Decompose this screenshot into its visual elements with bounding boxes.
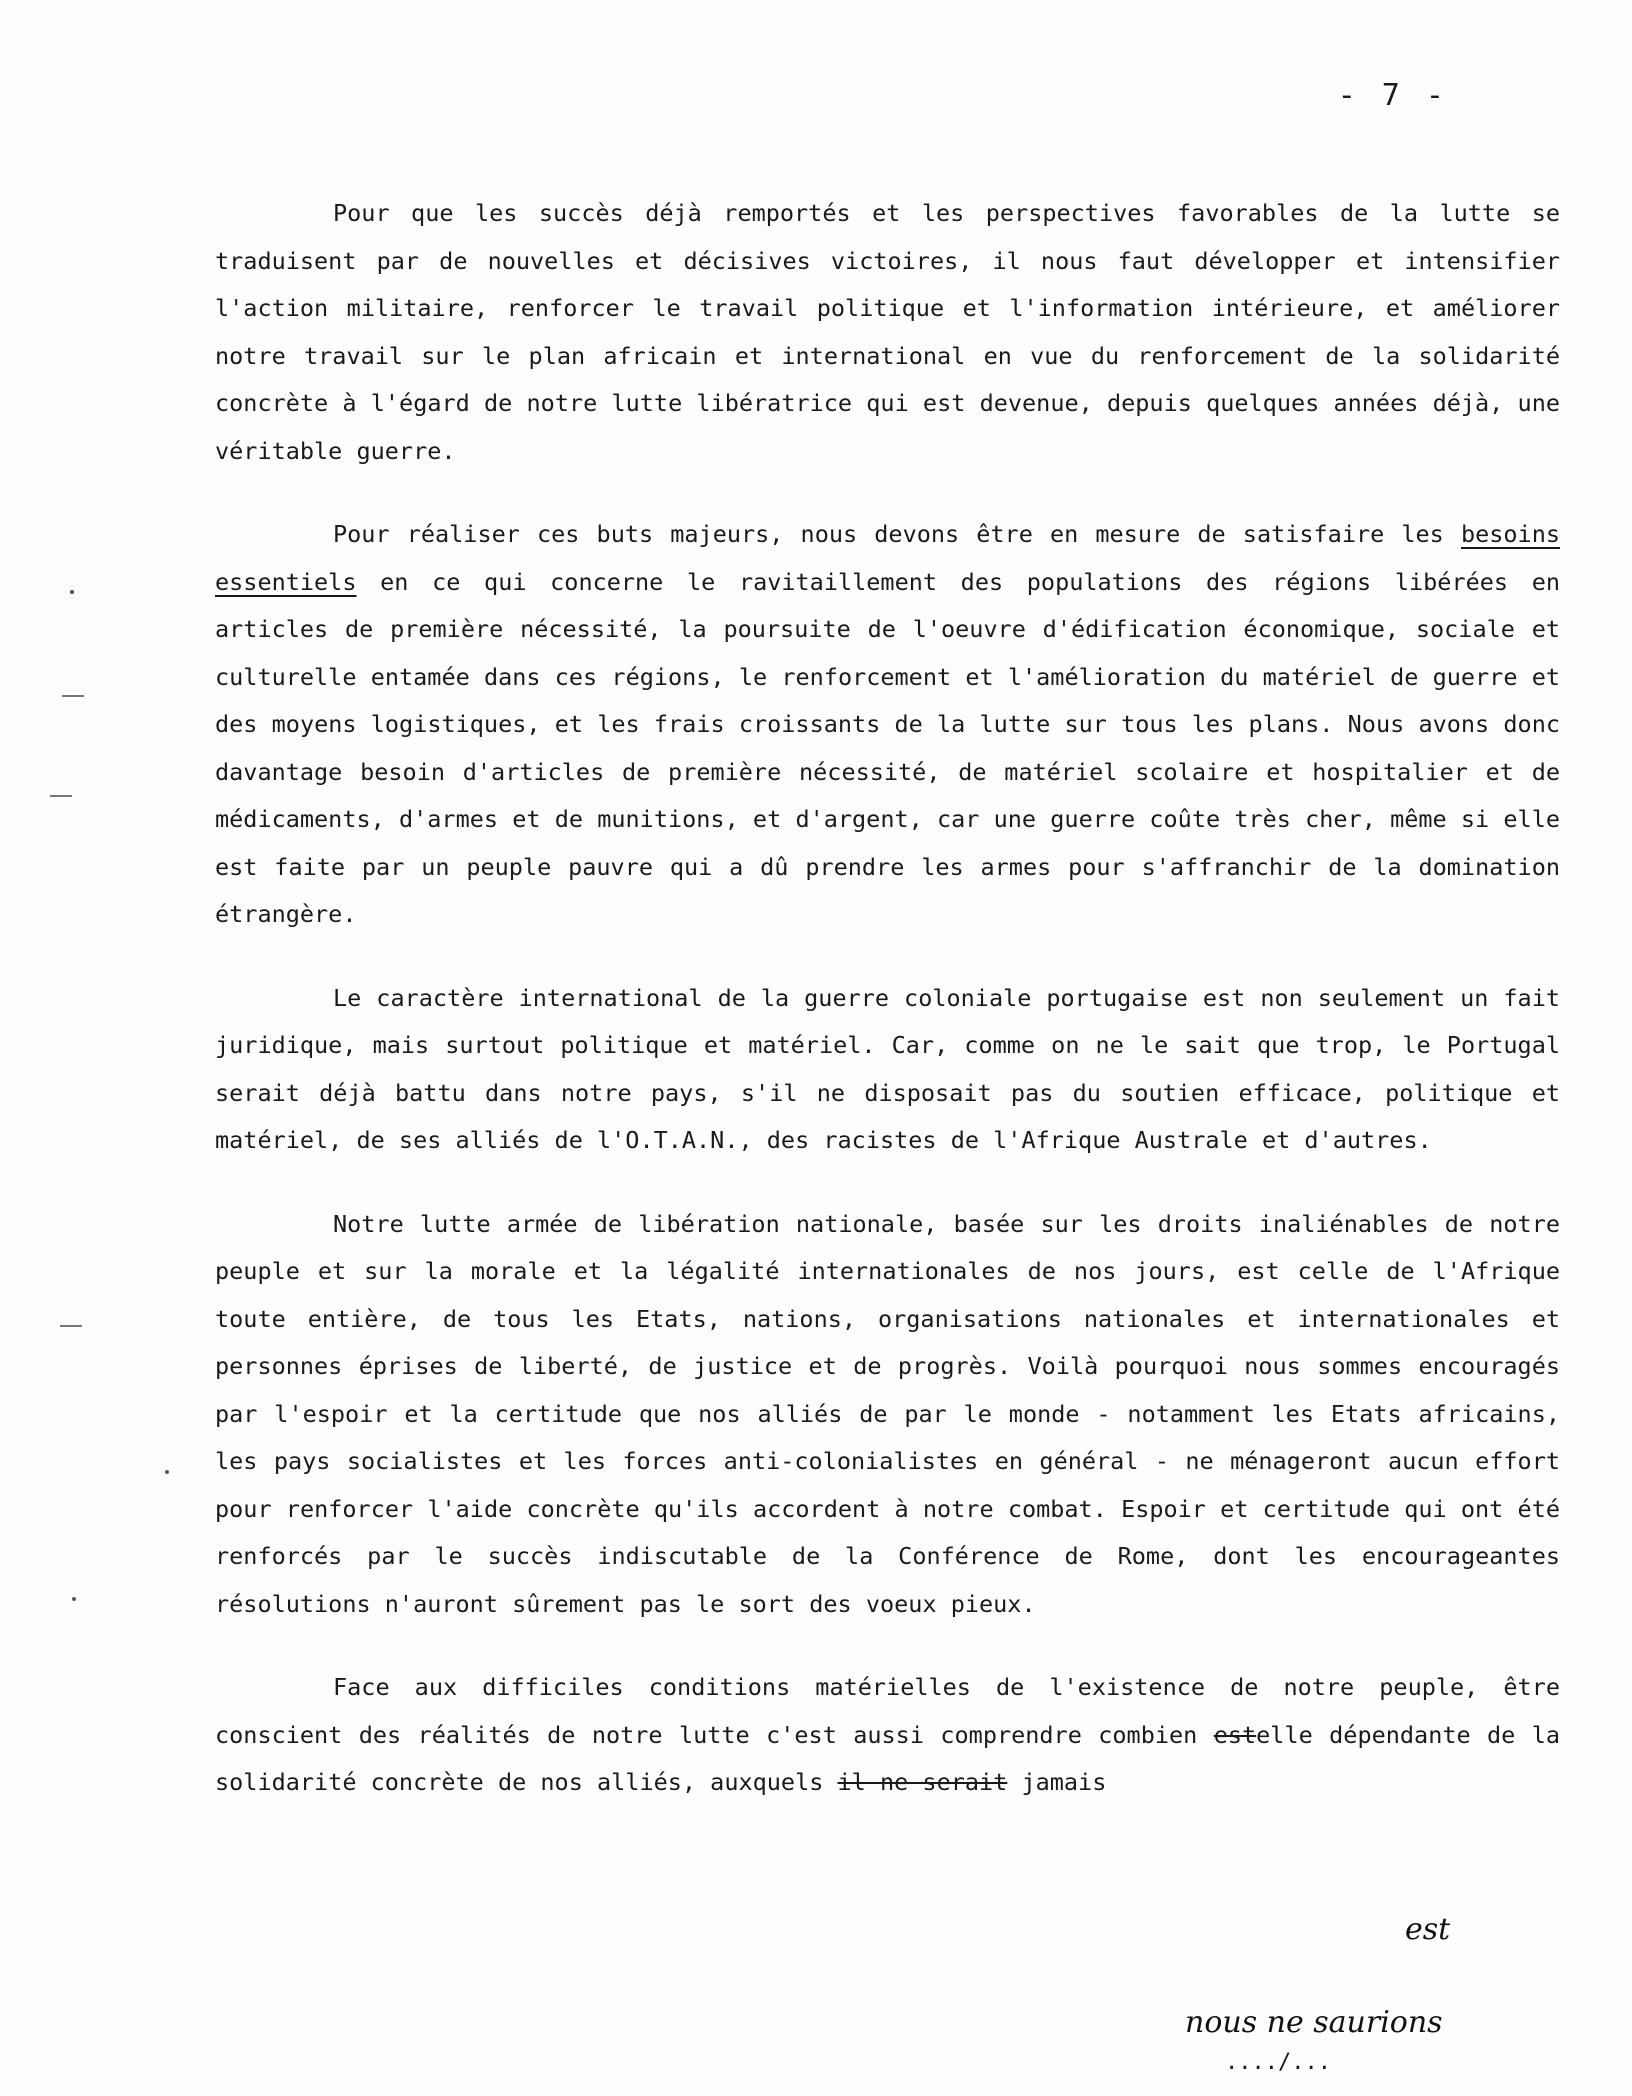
- margin-mark: [60, 1325, 82, 1327]
- paragraph-text-part3: dépendante de la solidarité concrète de nos alliés, auxquels: [215, 1720, 1561, 1796]
- paragraph-text-part4: jamais: [1021, 1768, 1107, 1796]
- paragraph-text-part2: elle: [1256, 1720, 1313, 1749]
- handwritten-insert-est: est: [1405, 1912, 1451, 1947]
- handwritten-insert-nous: nous ne saurions: [1185, 2005, 1443, 2040]
- page-number: - 7 -: [1337, 78, 1448, 113]
- struck-word: est: [1213, 1720, 1257, 1749]
- paragraph-4: [215, 1201, 1560, 1629]
- underlined-phrase: besoins essentiels: [215, 520, 1561, 596]
- paragraph-text-part1: Face aux difficiles conditions matérielles de l'existence de notre peuple, être conscient des réalités de notre lutte c'est aussi comprendre combien: [215, 1673, 1560, 1749]
- paragraph-2: [215, 511, 1560, 939]
- paragraph-text: Notre lutte armée de libération nationale, basée sur les droits inaliénables de notre peuple et sur la morale et la légalité internationales de nos jours, est celle de l'Afrique toute entière, de tous les Etats, nations, organisations nationales et internationales et personnes éprises de liberté, de justice et de progrès. Voilà pourquoi nous sommes encouragés par l'espoir et la certitude que nos alliés de par le monde - notamment les Etats africains, les pays socialistes et les forces anti-colonialistes en général - ne ménageront aucun effort pour renforcer l'aide concrète qu'ils accordent à notre combat. Espoir et certitude qui ont été renforcés par le succès indiscutable de la Conférence de Rome, dont les encourageantes résolutions n'auront sûrement pas le sort des voeux pieux.: [215, 1209, 1560, 1618]
- margin-mark: [50, 795, 72, 797]
- paragraph-text-before: Pour réaliser ces buts majeurs, nous devons être en mesure de satisfaire les: [333, 520, 1444, 548]
- paragraph-3: [215, 975, 1560, 1165]
- margin-dot: [165, 1470, 169, 1474]
- continuation-mark: ..../...: [1225, 2050, 1331, 2075]
- paragraph-text-after: en ce qui concerne le ravitaillement des populations des régions libérées en articles de première nécessité, la poursuite de l'oeuvre d'édification économique, sociale et culturelle entamée dans ces régions, le renforcement et l'amélioration du matériel de guerre et des moyens logistiques, et les frais croissants de la lutte sur tous les plans. Nous avons donc davantage besoin d'articles de première nécessité, de matériel scolaire et hospitalier et de médicaments, d'armes et de munitions, et d'argent, car une guerre coûte très cher, même si elle est faite par un peuple pauvre qui a dû prendre les armes pour s'affranchir de la domination étrangère.: [215, 567, 1560, 928]
- margin-dot: [72, 1597, 76, 1601]
- paragraph-text: Pour que les succès déjà remportés et les perspectives favorables de la lutte se traduisent par de nouvelles et décisives victoires, il nous faut développer et intensifier l'action militaire, renforcer le travail politique et l'information intérieure, et améliorer notre travail sur le plan africain et international en vue du renforcement de la solidarité concrète à l'égard de notre lutte libératrice qui est devenue, depuis quelques années déjà, une véritable guerre.: [215, 199, 1560, 465]
- margin-dot: [70, 590, 74, 594]
- paragraph-1: [215, 190, 1560, 475]
- document-body: [215, 190, 1560, 1843]
- paragraph-text: Le caractère international de la guerre coloniale portugaise est non seulement un fait juridique, mais surtout politique et matériel. Car, comme on ne le sait que trop, le Portugal serait déjà battu dans notre pays, s'il ne disposait pas du soutien efficace, politique et matériel, de ses alliés de l'O.T.A.N., des racistes de l'Afrique Australe et d'autres.: [215, 983, 1560, 1154]
- paragraph-5: [215, 1664, 1560, 1807]
- margin-mark: [62, 695, 84, 697]
- struck-phrase: il ne serait: [837, 1768, 1008, 1796]
